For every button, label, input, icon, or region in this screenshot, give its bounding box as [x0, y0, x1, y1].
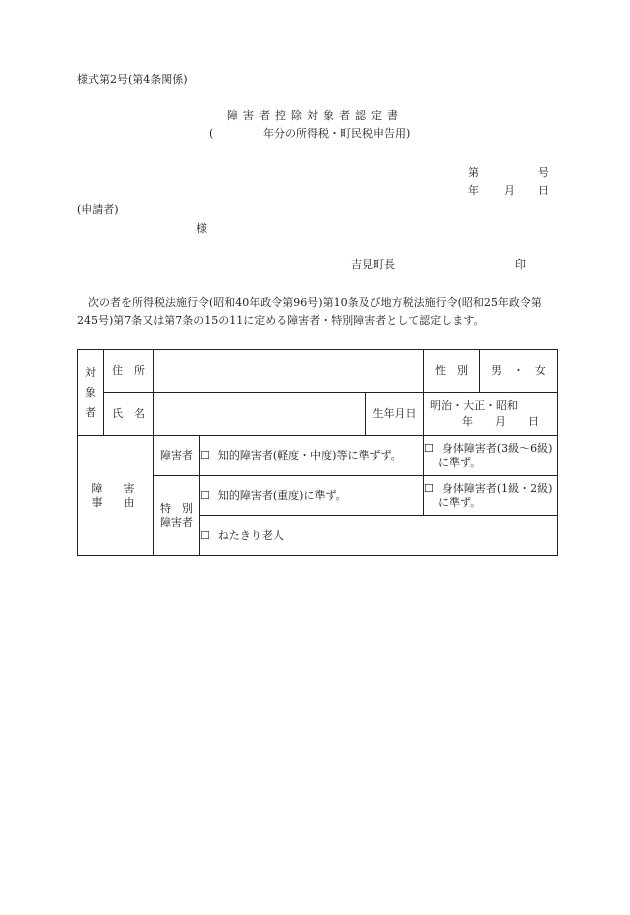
subject-char-1: 対: [85, 365, 96, 379]
name-label: 氏 名: [104, 393, 154, 436]
checkbox-icon[interactable]: ☐: [424, 441, 434, 455]
checkbox-icon[interactable]: ☐: [424, 481, 434, 495]
doc-number-dai: 第: [468, 166, 479, 179]
subtitle: 年分の所得税・町民税申告用): [263, 127, 411, 140]
date-year: 年: [468, 184, 479, 197]
applicant-label: (申請者): [77, 203, 119, 216]
name-field[interactable]: [154, 393, 366, 436]
option-intellectual-severe[interactable]: ☐ 知的障害者(重度)に準ず。: [200, 476, 424, 516]
date-month: 月: [504, 184, 515, 197]
body-text: 次の者を所得税法施行令(昭和40年政令第96号)第10条及び地方税法施行令(昭和25年政令第245号)第7条又は第7条の15の11に定める障害者・特別障害者として認定します。: [77, 296, 542, 327]
checkbox-icon[interactable]: ☐: [200, 448, 210, 462]
honorific-sama: 様: [196, 222, 207, 235]
subject-char-3: 者: [85, 405, 96, 419]
subject-char-2: 象: [85, 385, 96, 399]
gender-label: 性 別: [424, 350, 480, 393]
reason-label: 障 害 事 由: [78, 436, 154, 556]
option-physical-severe[interactable]: ☐ 身体障害者(1級・2級)に準ず。: [424, 476, 558, 516]
disabled-label: 障害者: [154, 436, 200, 476]
era-options: 明治・大正・昭和: [430, 399, 519, 412]
document-title: 障害者控除対象者認定書: [227, 109, 403, 122]
form-number: 様式第2号(第4条関係): [77, 73, 188, 86]
subject-label: [78, 350, 104, 436]
seal-mark: 印: [515, 258, 526, 271]
option-intellectual-mild[interactable]: ☐ 知的障害者(軽度・中度)等に準ずず。: [200, 436, 424, 476]
certification-table: [77, 349, 558, 556]
checkbox-icon[interactable]: ☐: [200, 528, 210, 542]
subtitle-open-paren: (: [209, 127, 214, 140]
special-disabled-label: 特 別 障害者: [154, 476, 200, 556]
checkbox-icon[interactable]: ☐: [200, 488, 210, 502]
birthdate-field[interactable]: [424, 393, 558, 436]
issuer-name: 吉見町長: [351, 258, 395, 271]
address-field[interactable]: [154, 350, 424, 393]
doc-number-go: 号: [538, 166, 549, 179]
address-label: 住 所: [104, 350, 154, 393]
gender-options[interactable]: 男 ・ 女: [480, 350, 558, 393]
birth-ymd: 年 月 日: [462, 415, 540, 428]
birthdate-label: 生年月日: [366, 393, 424, 436]
option-physical-mild[interactable]: ☐ 身体障害者(3級～6級)に準ず。: [424, 436, 558, 476]
date-day: 日: [538, 184, 549, 197]
option-bedridden-elderly[interactable]: ☐ ねたきり老人: [200, 516, 558, 556]
